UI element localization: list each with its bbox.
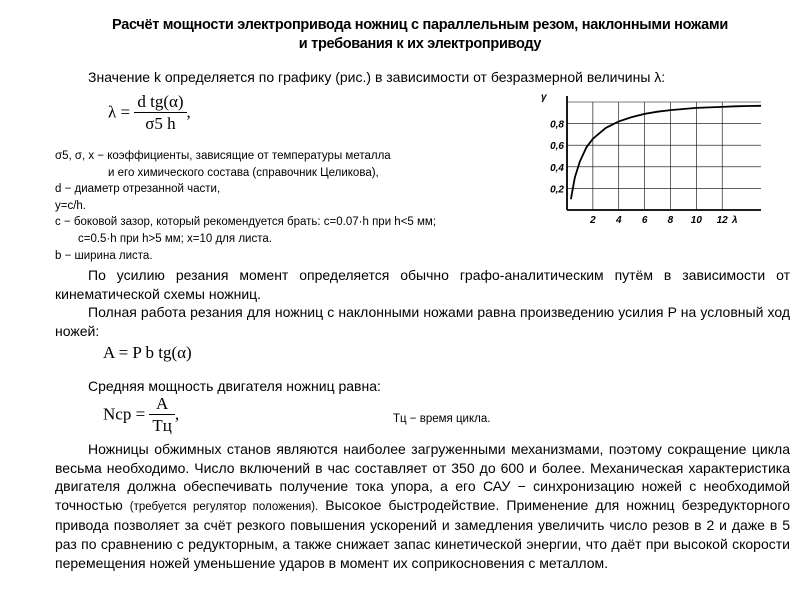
definition-line: y=c/h. [55, 199, 87, 212]
x-tick-label: 6 [641, 215, 648, 226]
chart-y-label: γ [541, 92, 547, 103]
paragraph-text: По усилию резания момент определяется обычно графо-аналитическим путём в зависимости от кинематической схемы ножниц. [55, 267, 790, 302]
paragraph-text-part: Ножницы обжимных станов являются наиболее загруженными механизмами, поэтому сокращение цикла весьма необходимо. Число включений в час составляет от 350 до 600 и более. Механическая характеристика двигателя должна обеспечивать получение тока упора, а его САУ − синхронизацию ножей с необходимой точностью [55, 441, 790, 513]
chart-x-label: λ [732, 215, 738, 226]
chart-series-line [571, 106, 761, 199]
definition-line: c − боковой зазор, который рекомендуется брать: c=0.07·h при h<5 мм; [55, 216, 437, 229]
lambda-formula-tail: , [186, 102, 191, 122]
power-denominator: Tц [152, 416, 172, 435]
y-tick-label: 0,8 [550, 119, 564, 131]
paragraph-power [55, 377, 790, 396]
y-tick-label: 0,4 [550, 162, 564, 174]
definition-line: d − диаметр отрезанной части, [55, 183, 221, 196]
chart-axes [567, 96, 761, 210]
lambda-formula [108, 92, 191, 135]
definition-line: b − ширина листа. [55, 249, 153, 262]
paragraph-text: Средняя мощность двигателя ножниц равна: [88, 378, 381, 394]
x-tick-label: 8 [667, 215, 674, 226]
y-tick-label: 0,6 [550, 141, 564, 153]
power-formula [103, 394, 179, 437]
lambda-formula-lhs: λ = [108, 102, 131, 122]
x-tick-label: 12 [716, 215, 728, 226]
x-tick-label: 2 [590, 215, 596, 226]
lambda-fraction [134, 92, 186, 135]
paragraph-text: Полная работа резания для ножниц с наклонными ножами равна произведению усилия P на условный ход ножей: [55, 304, 790, 339]
definition-line: c=0.5·h при h>5 мм; x=10 для листа. [78, 232, 272, 245]
title-line-1: Расчёт мощности электропривода ножниц с параллельным резом, наклонными ножами [112, 17, 728, 33]
gamma-lambda-chart [535, 88, 780, 230]
lambda-denominator: σ5 h [145, 114, 176, 133]
definitions-list [55, 148, 436, 264]
paragraph-text [55, 440, 790, 572]
paragraph-small-note: (требуется регулятор положения). [129, 500, 319, 513]
power-formula-tail: , [174, 404, 180, 424]
paragraph-work [55, 303, 790, 340]
power-fraction [149, 394, 174, 437]
y-tick-label: 0,2 [550, 184, 564, 196]
paragraph-shears [55, 440, 790, 572]
definition-line: σ5, σ, x − коэффициенты, зависящие от температуры металла [55, 150, 391, 162]
page-title [0, 16, 800, 54]
intro-text: Значение k определяется по графику (рис.) в зависимости от безразмерной величины λ: [88, 69, 666, 85]
paragraph-text-part: Высокое быстродействие. Применение для ножниц безредукторного привода позволяет за счёт резкого повышения ускорений и замедления увеличить число резов в 2 и даже в 5 раз по сравнению с редукторным, а также снижает запас кинетической энергии, что даёт при высокой скорости перемещения ножей уменьшение ударов в момент их соприкосновения с металлом. [55, 496, 790, 571]
cycle-time-note: Tц − время цикла. [393, 413, 491, 425]
x-tick-label: 10 [690, 215, 702, 226]
definition-line: и его химического состава (справочник Целикова), [108, 166, 379, 179]
power-formula-lhs: Nср = [103, 404, 146, 424]
power-numerator: A [149, 394, 174, 415]
x-tick-label: 4 [615, 215, 622, 226]
lambda-numerator: d tg(α) [134, 92, 186, 113]
title-line-2: и требования к их электроприводу [298, 36, 542, 52]
paragraph-moment [55, 266, 790, 303]
work-formula: A = P b tg(α) [103, 343, 192, 362]
chart-grid [567, 102, 761, 210]
